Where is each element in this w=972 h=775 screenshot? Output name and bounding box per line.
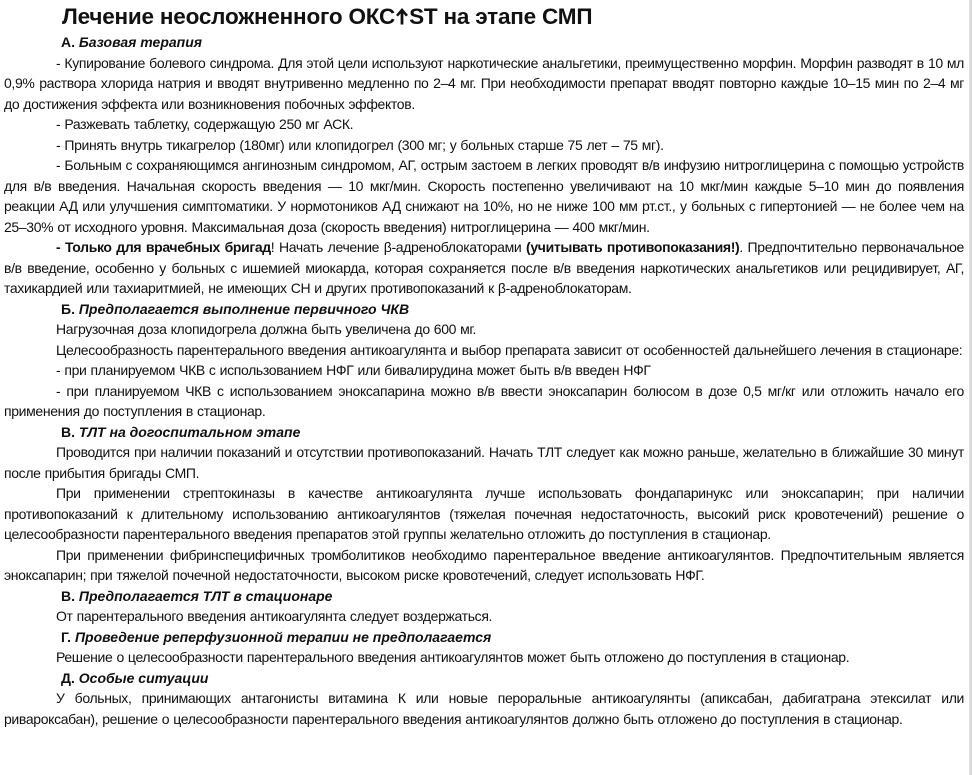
section-v1-heading	[4, 422, 964, 443]
paragraph-vitamin-k-antagonists: У больных, принимающих антагонисты витамина К или новые пероральные антикоагулянты (апиксабан, дабигатрана этексилат или ривароксабан), решение о целесообразности парентерального введения антикоагулянтов должно быть отложено до поступления в стационар.	[4, 690, 964, 727]
paragraph-fibrin-specific: При применении фибринспецифичных тромболитиков необходимо парентеральное введение антикоагулянтов. Предпочтительным является эноксапарин; при тяжелой почечной недостаточности, высоком риске кровотечений, следует использовать НФГ.	[4, 546, 964, 583]
section-a-heading	[4, 32, 964, 53]
section-letter: Б.	[61, 300, 79, 317]
paragraph-aspirin: - Разжевать таблетку, содержащую 250 мг АСК.	[56, 116, 354, 132]
page-title	[62, 2, 964, 32]
bold-note-doctors-only: - Только для врачебных бригад	[56, 239, 271, 255]
section-title: Базовая терапия	[78, 34, 203, 50]
section-v2-heading	[4, 586, 964, 607]
paragraph-anticoagulant-choice: Целесообразность парентерального введения антикоагулянта и выбор препарата зависит от особенностей дальнейшего лечения в стационаре:	[56, 341, 963, 358]
section-title: Предполагается выполнение первичного ЧКВ	[78, 300, 410, 317]
section-letter: В.	[61, 423, 79, 440]
paragraph-nfg-option: - при планируемом ЧКВ с использованием НФГ или бивалирудина может быть в/в введен НФГ	[56, 362, 651, 378]
section-b-heading	[4, 299, 964, 320]
section-letter: В.	[61, 587, 79, 604]
document-page	[4, 2, 964, 729]
paragraph-nitroglycerin: - Больным с сохраняющимся ангинозным синдромом, АГ, острым застоем в легких проводят в/в инфузию нитроглицерина с помощью устройств для в/в введения. Начальная скорость введения — 10 мкг/мин. Скорость постепенно увеличивают на 10 мкг/мин каждые 5–10 мин до появления реакции АД или улучшения симптоматики. У нормотоников АД снижают на 10%, но не ниже 100 мм рт.ст., у больных с гипертонией — не более чем на 25–30% от исходного уровня. Максимальная доза (скорость введения) нитроглицерина — 400 мкг/мин.	[4, 157, 964, 235]
paragraph-tlt-timing: Проводится при наличии показаний и отсутствии противопоказаний. Начать ТЛТ следует как можно раньше, желательно в ближайшие 30 минут после прибытия бригады СМП.	[4, 444, 964, 481]
paragraph-antiplatelet: - Принять внутрь тикагрелор (180мг) или клопидогрел (300 мг; у больных старше 75 лет – 75 мг).	[56, 136, 664, 153]
section-letter: Г.	[61, 628, 75, 645]
text-beta-blocker-details: . Предпочтительно первоначальное в/в введение, особенно у больных с ишемией миокарда, которая сохраняется после в/в введения наркотических анальгетиков или рецидивирует, АГ, тахикардией или тахиаритмией, не имеющих СН и других противопоказаний к β-адреноблокаторам.	[4, 239, 964, 296]
title-text-after: ST на этапе СМП	[409, 4, 593, 29]
paragraph-defer-decision: Решение о целесообразности парентерального введения антикоагулянтов может быть отложено до поступления в стационар.	[56, 649, 850, 665]
section-title: Особые ситуации	[78, 669, 209, 686]
paragraph-enoxaparin-option: - при планируемом ЧКВ с использованием эноксапарина можно в/в ввести эноксапарин болюсом в дозе 0,5 мг/кг или отложить начало его применения до поступления в стационар.	[4, 382, 964, 419]
paragraph-pain-relief: - Купирование болевого синдрома. Для этой цели используют наркотические анальгетики, преимущественно морфин. Морфин разводят в 10 мл 0,9% раствора хлорида натрия и вводят внутривенно медленно по 2–4 мг. При необходимости препарат вводят повторно каждые 10–15 мин по 2–4 мг до достижения эффекта или возникновения побочных эффектов.	[4, 54, 964, 112]
section-letter: А.	[61, 34, 79, 50]
section-title: Проведение реперфузионной терапии не предполагается	[74, 628, 492, 645]
paragraph-refrain-anticoagulant: От парентерального введения антикоагулянта следует воздержаться.	[56, 608, 493, 624]
paragraph-streptokinase: При применении стрептокиназы в качестве антикоагулянта лучше использовать фондапаринукс или эноксапарин; при наличии противопоказаний к длительному использованию антикоагулянтов (тяжелая почечная недостаточность, высокий риск кровотечений) решение о целесообразности парентерального введения препаратов этой группы желательно отложить до поступления в стационар.	[4, 485, 964, 542]
up-arrow-icon	[395, 7, 409, 25]
text-start-treatment: ! Начать лечение β-адреноблокаторами	[270, 239, 527, 255]
section-title: Предполагается ТЛТ в стационаре	[78, 587, 333, 604]
paragraph-beta-blockers	[4, 237, 964, 299]
section-title: ТЛТ на догоспитальном этапе	[78, 423, 301, 440]
title-text-before: Лечение неосложненного ОКС	[62, 4, 396, 29]
section-letter: Д.	[61, 669, 79, 686]
section-d-heading	[4, 668, 964, 689]
section-g-heading	[4, 627, 964, 648]
paragraph-clopidogrel-dose: Нагрузочная доза клопидогрела должна быть увеличена до 600 мг.	[56, 321, 477, 337]
bold-note-contraindications: (учитывать противопоказания!)	[526, 239, 740, 255]
